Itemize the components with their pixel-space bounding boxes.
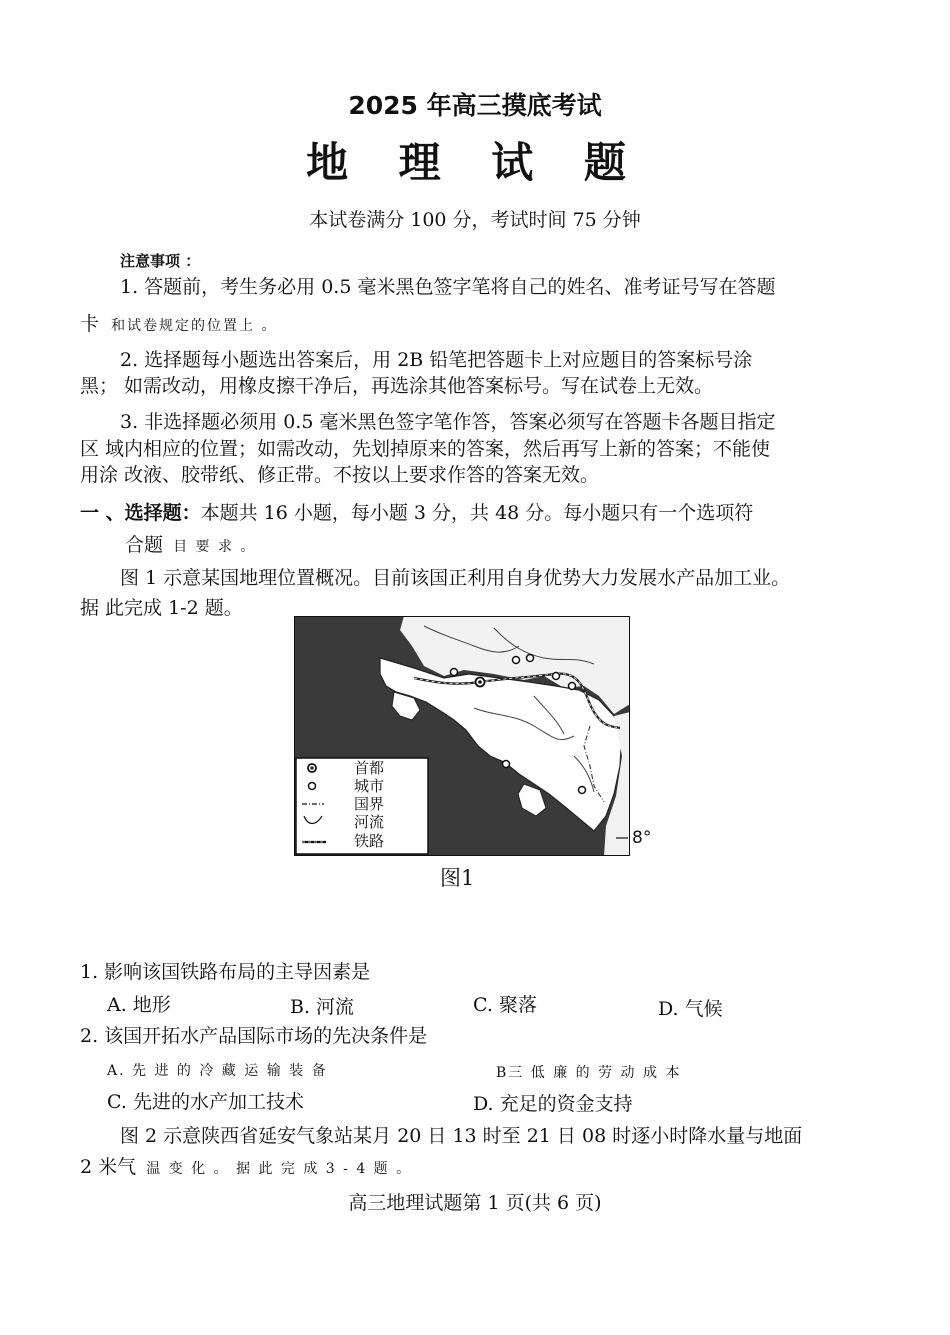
legend-city-symbol [309,783,316,790]
figure-1-map [294,616,630,856]
question-1-option-a: A. 地形 [107,994,171,1016]
section-1-desc-2a: 合题 [125,534,164,556]
city-marker [513,657,520,664]
exam-info: 本试卷满分 100 分，考试时间 75 分钟 [309,209,641,231]
intro-1-line-2: 据 此完成 1-2 题。 [80,597,243,619]
intro-2-line-2b: 温 变 化 。 据 此 完 成 3 - 4 题 。 [146,1161,413,1177]
notice-item-3-line-2: 区 域内相应的位置；如需改动，先划掉原来的答案，然后再写上新的答案；不能使 [80,438,771,460]
latitude-label: 8° [632,828,652,848]
figure-1-caption: 图1 [440,866,475,890]
city-marker [451,669,458,676]
section-1-line-2 [125,533,256,559]
section-1-line-1 [80,501,753,525]
question-1-option-d: D. 气候 [658,998,723,1020]
legend-label-city: 城市 [354,777,385,795]
legend-label-river: 河流 [354,813,385,831]
notice-item-2-line-1: 2. 选择题每小题选出答案后，用 2B 铅笔把答题卡上对应题目的答案标号涂 [120,349,753,371]
legend-label-capital: 首都 [354,759,385,777]
question-2-stem: 2. 该国开拓水产品国际市场的先决条件是 [80,1025,428,1047]
question-2-option-b: B三 低 廉 的 劳 动 成 本 [496,1065,682,1081]
section-1-desc: 本题共 16 小题，每小题 3 分，共 48 分。每小题只有一个选项符 [200,502,754,524]
intro-1-line-1: 图 1 示意某国地理位置概况。目前该国正利用自身优势大力发展水产品加工业。 [120,567,791,589]
section-1-desc-2b: 目 要 求 。 [173,539,257,555]
legend-label-border: 国界 [354,795,385,813]
exam-title: 2025 年高三摸底考试 [348,91,602,120]
question-1-option-c: C. 聚落 [473,994,537,1016]
section-1-label: 一 、选择题： [80,502,201,524]
notice-item-3-line-1: 3. 非选择题必须用 0.5 毫米黑色签字笔作答，答案必须写在答题卡各题目指定 [120,411,776,433]
question-1-option-b: B. 河流 [290,996,355,1018]
notice-item-1-line-2b: 和试卷规定的位置上 。 [111,318,278,334]
city-marker [503,761,510,768]
intro-2-line-2a: 2 米气 [80,1156,137,1178]
legend-label-railway: 铁路 [354,832,385,850]
intro-2-line-2 [80,1155,412,1181]
question-2-option-c: C. 先进的水产加工技术 [107,1091,304,1113]
notice-heading: 注意事项 ： [120,252,201,270]
city-marker [553,673,560,680]
subject-title: 地 理 试 题 [306,138,644,187]
page-footer: 高三地理试题第 1 页(共 6 页) [348,1192,602,1214]
question-2-option-d: D. 充足的资金支持 [473,1093,633,1115]
notice-item-1-line-1: 1. 答题前，考生务必用 0.5 毫米黑色签字笔将自己的姓名、准考证号写在答题 [120,276,776,298]
capital-dot [478,680,482,684]
question-1-stem: 1. 影响该国铁路布局的主导因素是 [80,961,371,983]
notice-item-3-line-3: 用涂 改液、胶带纸、修正带。不按以上要求作答的答案无效。 [80,464,600,486]
legend-capital-dot [310,766,313,769]
notice-item-1-line-2 [80,312,278,338]
city-marker [579,787,586,794]
intro-2-line-1: 图 2 示意陕西省延安气象站某月 20 日 13 时至 21 日 08 时逐小时降水量与地面 [120,1125,803,1147]
city-marker [569,683,576,690]
notice-item-1-line-2a: 卡 [80,313,100,335]
city-marker [527,655,534,662]
notice-item-2-line-2: 黑； 如需改动，用橡皮擦干净后，再选涂其他答案标号。写在试卷上无效。 [80,375,714,397]
question-2-option-a: A. 先 进 的 冷 藏 运 输 装 备 [107,1063,328,1079]
